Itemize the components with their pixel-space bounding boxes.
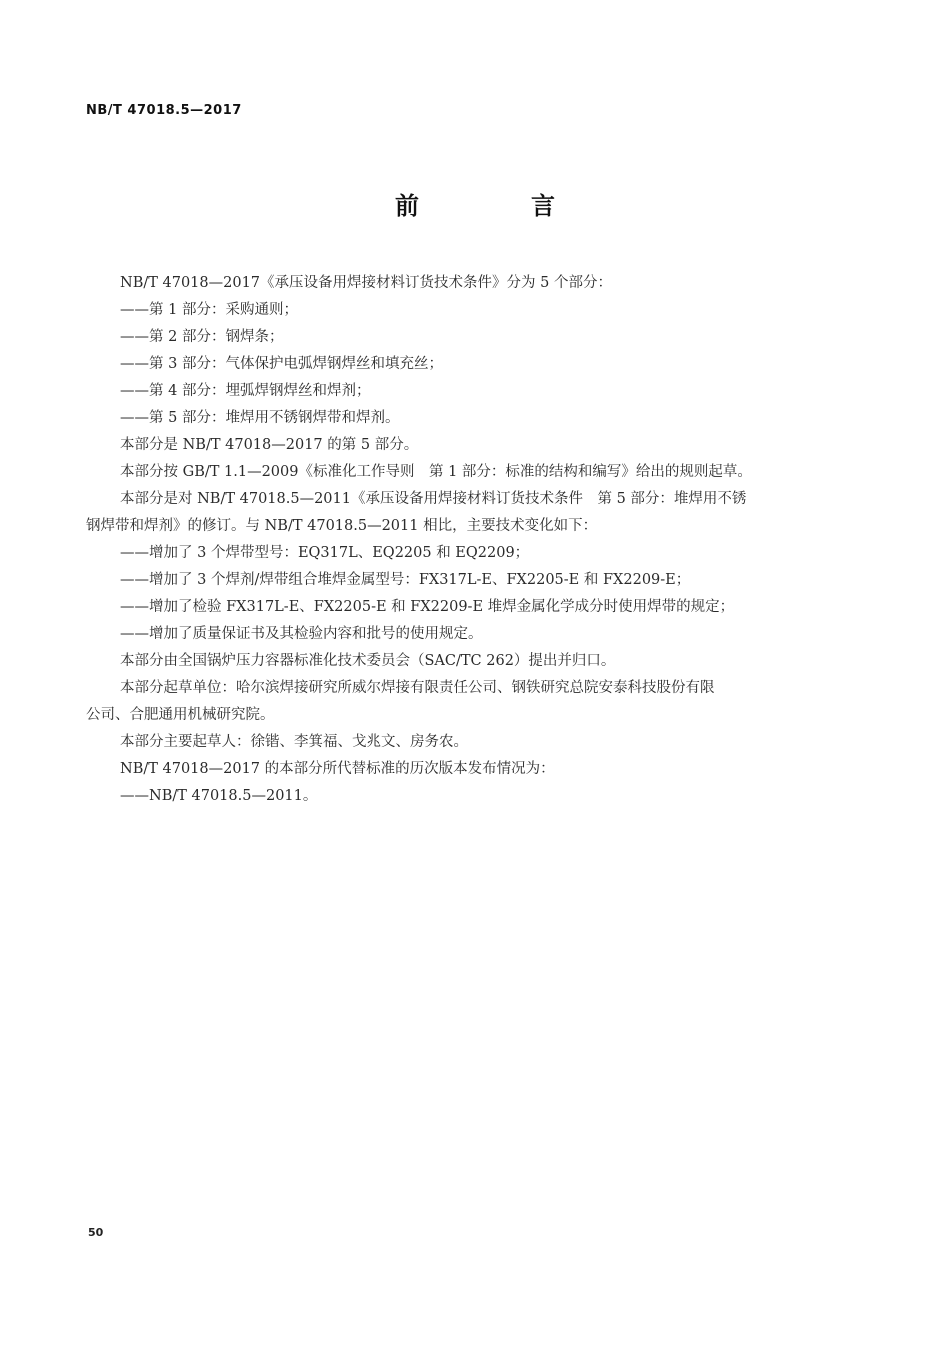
page-number: 50 (88, 1226, 104, 1239)
page-title: 前 言 (395, 192, 599, 220)
list-item: ——第 5 部分：堆焊用不锈钢焊带和焊剂。 (120, 410, 400, 426)
list-item: ——增加了质量保证书及其检验内容和批号的使用规定。 (120, 626, 483, 642)
list-item: ——第 3 部分：气体保护电弧焊钢焊丝和填充丝； (120, 356, 443, 372)
list-item: ——增加了检验 FX317L-E、FX2205-E 和 FX2209-E 堆焊金属化学成分时使用焊带的规定； (120, 599, 735, 615)
list-item: ——NB/T 47018.5—2011。 (120, 788, 318, 804)
paragraph-continuation: 钢焊带和焊剂》的修订。与 NB/T 47018.5—2011 相比，主要技术变化如下： (86, 518, 598, 534)
paragraph: 本部分按 GB/T 1.1—2009《标准化工作导则 第 1 部分：标准的结构和编写》给出的规则起草。 (120, 464, 752, 480)
paragraph: 本部分是对 NB/T 47018.5—2011《承压设备用焊接材料订货技术条件 第 5 部分：堆焊用不锈 (120, 491, 747, 507)
paragraph: NB/T 47018—2017《承压设备用焊接材料订货技术条件》分为 5 个部分： (120, 275, 612, 291)
paragraph: NB/T 47018—2017 的本部分所代替标准的历次版本发布情况为： (120, 761, 555, 777)
list-item: ——增加了 3 个焊剂/焊带组合堆焊金属型号：FX317L-E、FX2205-E 和 FX2209-E； (120, 572, 691, 588)
paragraph: 本部分是 NB/T 47018—2017 的第 5 部分。 (120, 437, 419, 453)
list-item: ——第 4 部分：埋弧焊钢焊丝和焊剂； (120, 383, 371, 399)
list-item: ——第 2 部分：钢焊条； (120, 329, 284, 345)
paragraph: 本部分主要起草人：徐锴、李箕福、戈兆文、房务农。 (120, 734, 468, 750)
document-body (86, 270, 846, 810)
list-item: ——增加了 3 个焊带型号：EQ317L、EQ2205 和 EQ2209； (120, 545, 530, 561)
paragraph: 本部分起草单位：哈尔滨焊接研究所威尔焊接有限责任公司、钢铁研究总院安泰科技股份有限 (120, 680, 715, 696)
paragraph-continuation: 公司、合肥通用机械研究院。 (86, 707, 275, 723)
list-item: ——第 1 部分：采购通则； (120, 302, 298, 318)
paragraph: 本部分由全国锅炉压力容器标准化技术委员会（SAC/TC 262）提出并归口。 (120, 653, 616, 669)
standard-code: NB/T 47018.5—2017 (86, 103, 242, 118)
